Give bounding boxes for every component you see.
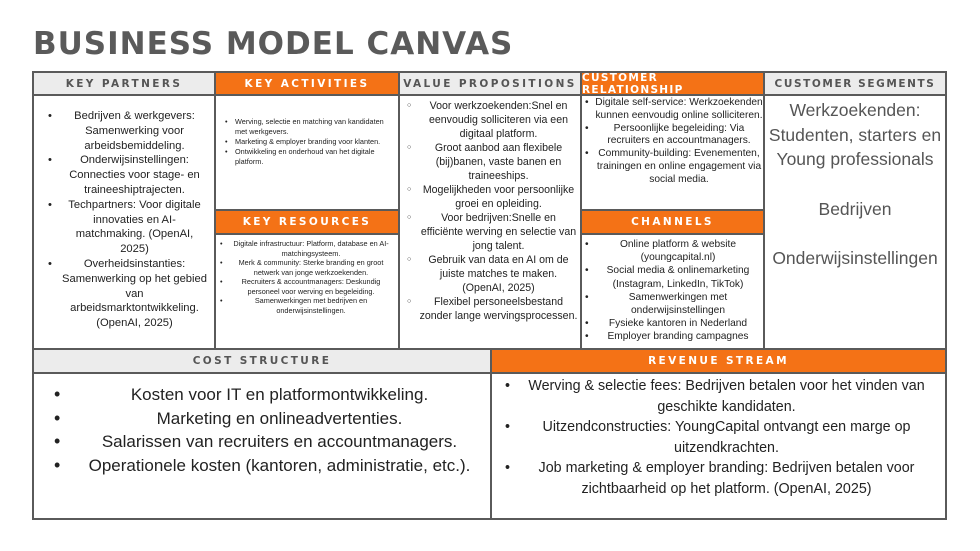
value-propositions-body (399, 95, 580, 349)
list-item: • Online platform & website (youngcapital.nl) (585, 238, 761, 264)
list-item: • Samenwerkingen met bedrijven en onderwijsinstellingen. (220, 296, 394, 315)
list-item: ○ Flexibel personeelsbestand zonder lange wervingsprocessen. (405, 295, 578, 323)
list-item: • Community-building: Evenementen, trainingen en online engagement via social media. (585, 148, 763, 186)
list-item: • Werving, selectie en matching van kandidaten met werkgevers. (222, 117, 392, 137)
segment-companies: Bedrijven (818, 198, 892, 219)
customer-relationship-body (581, 95, 763, 209)
list-item: • Bedrijven & werkgevers: Samenwerking voor arbeidsbemiddeling. (48, 109, 209, 153)
list-item: • Ontwikkeling en onderhoud van het digitale platform. (222, 147, 392, 167)
list-item: • Employer branding campagnes (585, 330, 761, 343)
list-item: • Onderwijsinstellingen: Connecties voor stage- en traineeshiptrajecten. (48, 153, 209, 197)
revenue-stream-header: REVENUE STREAM (490, 348, 947, 374)
page-title: BUSINESS MODEL CANVAS (33, 26, 514, 62)
list-item: • Persoonlijke begeleiding: Via recruiters en accountmanagers. (585, 123, 763, 149)
list-item: ○ Voor werkzoekenden:Snel en eenvoudig solliciteren via een digitaal platform. (405, 99, 578, 141)
list-item: • Uitzendconstructies: YoungCapital ontvangt een marge op uitzendkrachten. (505, 417, 932, 458)
list-item: ○ Mogelijkheden voor persoonlijke groei en opleiding. (405, 183, 578, 211)
key-partners-body (34, 95, 215, 349)
customer-relationship-header: CUSTOMER RELATIONSHIP (580, 71, 765, 96)
list-item: • Merk & community: Sterke branding en groot netwerk van jonge werkzoekenden. (220, 258, 394, 277)
list-item: ○ Voor bedrijven:Snelle en efficiënte werving en selectie van jong talent. (405, 211, 578, 253)
list-item: • Salarissen van recruiters en accountmanagers. (46, 430, 483, 454)
list-item: • Overheidsinstanties: Samenwerking op het gebied van arbeidsmarktontwikkeling. (OpenAI, 2025) (48, 257, 209, 331)
list-item: • Recruiters & accountmanagers: Deskundig personeel voor werving en begeleiding. (220, 277, 394, 296)
list-item: • Techpartners: Voor digitale innovaties en AI-matchmaking. (OpenAI, 2025) (48, 198, 209, 257)
revenue-stream-body (491, 373, 946, 519)
cost-structure-header: COST STRUCTURE (32, 348, 492, 374)
list-item: • Kosten voor IT en platformontwikkeling. (46, 383, 483, 407)
list-item: • Operationele kosten (kantoren, administratie, etc.). (46, 454, 483, 478)
segment-jobseekers: Werkzoekenden: Studenten, starters en Young professionals (768, 100, 942, 169)
list-item: • Samenwerkingen met onderwijsinstellingen (585, 291, 761, 317)
key-activities-body (216, 95, 398, 209)
customer-segments-header: CUSTOMER SEGMENTS (763, 71, 947, 96)
value-propositions-header: VALUE PROPOSITIONS (398, 71, 582, 96)
channels-header: CHANNELS (580, 209, 765, 235)
key-activities-header: KEY ACTIVITIES (214, 71, 400, 96)
list-item: • Fysieke kantoren in Nederland (585, 317, 761, 330)
channels-body (581, 234, 763, 349)
list-item: • Digitale infrastructuur: Platform, database en AI-matchingsysteem. (220, 239, 394, 258)
list-item: ○ Gebruik van data en AI om de juiste matches te maken. (OpenAI, 2025) (405, 253, 578, 295)
list-item: • Marketing & employer branding voor klanten. (222, 137, 392, 147)
list-item: • Social media & onlinemarketing (Instagram, LinkedIn, TikTok) (585, 264, 761, 290)
cost-structure-body (34, 373, 491, 519)
key-partners-header: KEY PARTNERS (32, 71, 216, 96)
list-item: ○ Groot aanbod aan flexibele (bij)banen, vaste banen en traineeships. (405, 141, 578, 183)
key-resources-header: KEY RESOURCES (214, 209, 400, 235)
list-item: • Werving & selectie fees: Bedrijven betalen voor het vinden van geschikte kandidaten. (505, 376, 932, 417)
list-item: • Job marketing & employer branding: Bedrijven betalen voor zichtbaarheid op het platform. (OpenAI, 2025) (505, 458, 932, 499)
customer-segments-body (764, 95, 946, 349)
segment-education: Onderwijsinstellingen (772, 248, 938, 268)
list-item: • Marketing en onlineadvertenties. (46, 407, 483, 431)
list-item: • Digitale self-service: Werkzoekenden kunnen eenvoudig online solliciteren. (585, 97, 763, 123)
key-resources-body (216, 234, 398, 349)
